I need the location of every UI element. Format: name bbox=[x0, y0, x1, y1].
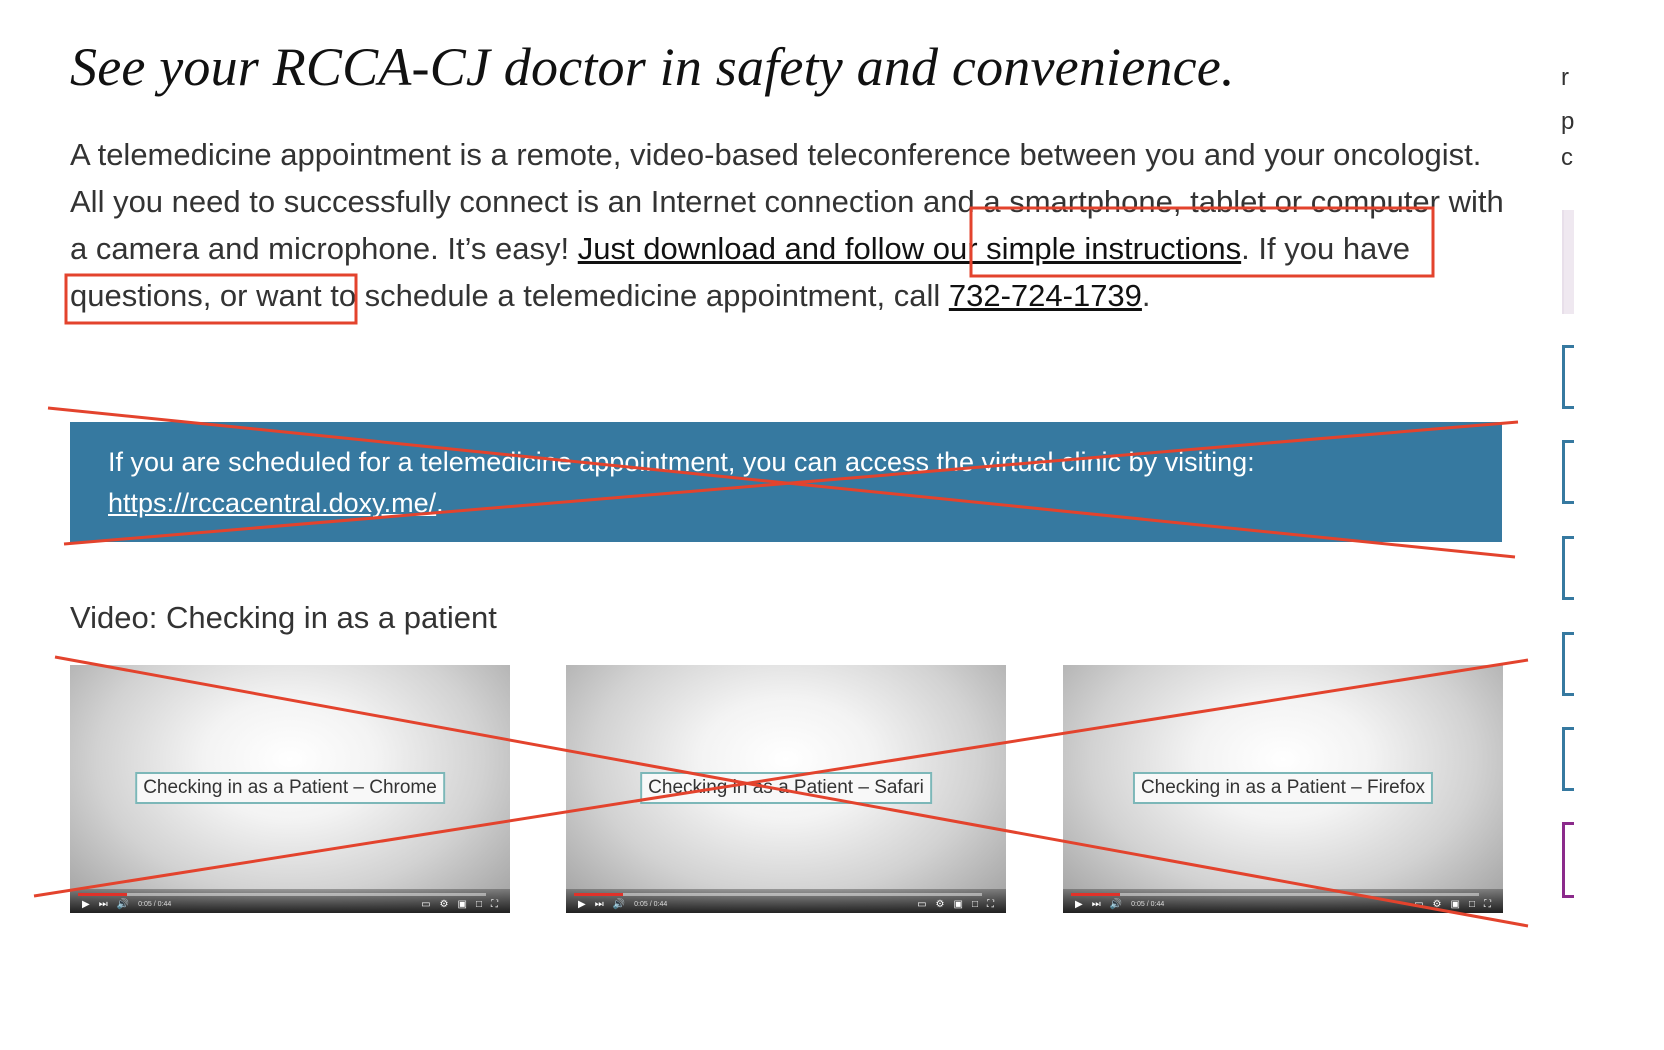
theater-icon[interactable]: □ bbox=[475, 899, 482, 910]
video-controls bbox=[70, 889, 510, 913]
volume-icon[interactable]: 🔊 bbox=[116, 899, 130, 910]
fullscreen-icon[interactable]: ⛶ bbox=[987, 899, 994, 910]
sidebar-letter: c bbox=[1561, 144, 1573, 171]
virtual-clinic-callout bbox=[70, 422, 1502, 542]
sidebar-letter: p bbox=[1561, 108, 1575, 135]
progress-fill bbox=[574, 893, 623, 896]
sidebar-card[interactable] bbox=[1562, 210, 1574, 314]
play-icon[interactable]: ▶ bbox=[578, 899, 586, 910]
progress-fill bbox=[78, 893, 127, 896]
video-caption: Checking in as a Patient – Safari bbox=[640, 772, 932, 804]
sidebar-button[interactable] bbox=[1562, 727, 1574, 791]
volume-icon[interactable]: 🔊 bbox=[1109, 899, 1123, 910]
virtual-clinic-link[interactable]: https://rccacentral.doxy.me/ bbox=[108, 488, 437, 518]
sidebar-button[interactable] bbox=[1562, 632, 1574, 696]
intro-text-2: . If you have questions, or want to schedule a telemedicine appointment, call bbox=[70, 231, 1411, 313]
captions-icon[interactable]: ▭ bbox=[917, 899, 927, 910]
intro-text-3: . bbox=[1141, 278, 1151, 313]
callout-trailing: . bbox=[436, 488, 444, 518]
sidebar-button[interactable] bbox=[1562, 536, 1574, 600]
intro-text-1: A telemedicine appointment is a remote, video-based teleconference between you and your oncologist. All you need to successfully connect is an Internet connection and a smartphone, tablet or computer with a camera and microphone. It’s easy! bbox=[70, 137, 1504, 266]
captions-icon[interactable]: ▭ bbox=[1414, 899, 1424, 910]
miniplayer-icon[interactable]: ▣ bbox=[457, 899, 467, 910]
video-section-title: Video: Checking in as a patient bbox=[70, 600, 497, 635]
volume-icon[interactable]: 🔊 bbox=[612, 899, 626, 910]
video-thumbnail-safari[interactable] bbox=[566, 665, 1006, 913]
callout-text: If you are scheduled for a telemedicine appointment, you can access the virtual clinic by visiting: bbox=[108, 447, 1255, 477]
play-icon[interactable]: ▶ bbox=[1075, 899, 1083, 910]
intro-paragraph bbox=[70, 131, 1515, 319]
fullscreen-icon[interactable]: ⛶ bbox=[491, 899, 498, 910]
phone-link[interactable]: 732-724-1739 bbox=[948, 278, 1142, 313]
sidebar-button[interactable] bbox=[1562, 822, 1574, 898]
next-icon[interactable]: ⏭ bbox=[594, 899, 604, 910]
video-time: 0:05 / 0:44 bbox=[634, 901, 668, 908]
video-controls bbox=[1063, 889, 1503, 913]
instructions-link[interactable]: Just download and follow our simple instructions bbox=[577, 231, 1242, 266]
progress-track[interactable] bbox=[78, 893, 486, 896]
fullscreen-icon[interactable]: ⛶ bbox=[1484, 899, 1491, 910]
gear-icon[interactable]: ⚙ bbox=[1432, 899, 1442, 910]
video-caption: Checking in as a Patient – Chrome bbox=[135, 772, 445, 804]
sidebar-button[interactable] bbox=[1562, 440, 1574, 504]
video-thumbnail-firefox[interactable] bbox=[1063, 665, 1503, 913]
sidebar-button[interactable] bbox=[1562, 345, 1574, 409]
miniplayer-icon[interactable]: ▣ bbox=[1450, 899, 1460, 910]
theater-icon[interactable]: □ bbox=[1468, 899, 1475, 910]
page-heading: See your RCCA-CJ doctor in safety and convenience. bbox=[70, 37, 1235, 97]
video-caption: Checking in as a Patient – Firefox bbox=[1133, 772, 1433, 804]
gear-icon[interactable]: ⚙ bbox=[935, 899, 945, 910]
video-thumbnail-chrome[interactable] bbox=[70, 665, 510, 913]
sidebar-letter: r bbox=[1561, 64, 1569, 91]
next-icon[interactable]: ⏭ bbox=[1091, 899, 1101, 910]
progress-track[interactable] bbox=[1071, 893, 1479, 896]
progress-fill bbox=[1071, 893, 1120, 896]
captions-icon[interactable]: ▭ bbox=[421, 899, 431, 910]
video-time: 0:05 / 0:44 bbox=[1131, 901, 1165, 908]
theater-icon[interactable]: □ bbox=[971, 899, 978, 910]
play-icon[interactable]: ▶ bbox=[82, 899, 90, 910]
next-icon[interactable]: ⏭ bbox=[98, 899, 108, 910]
progress-track[interactable] bbox=[574, 893, 982, 896]
video-controls bbox=[566, 889, 1006, 913]
gear-icon[interactable]: ⚙ bbox=[439, 899, 449, 910]
miniplayer-icon[interactable]: ▣ bbox=[953, 899, 963, 910]
video-time: 0:05 / 0:44 bbox=[138, 901, 172, 908]
